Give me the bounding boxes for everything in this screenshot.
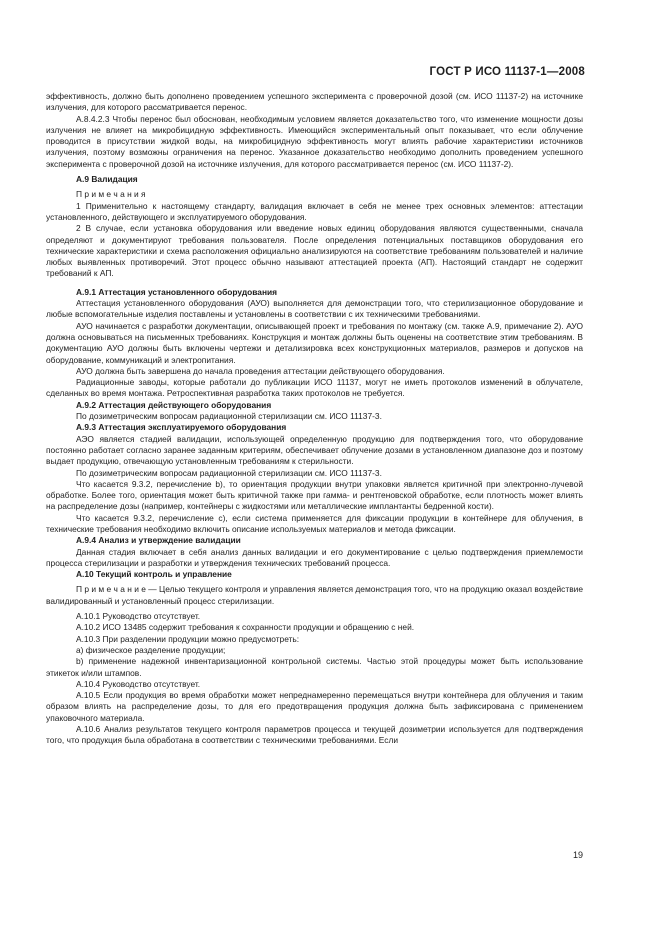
paragraph: Аттестация установленного оборудования (АУО) выполняется для демонстрации того, что стерилизационное оборудование и любые вспомогательные изделия поставлены и установлены в соответствии с их техническими требованиями.: [46, 298, 583, 320]
heading-a10: A.10 Текущий контроль и управление: [76, 569, 232, 580]
note-a10: [46, 584, 583, 607]
paragraph-a101: A.10.1 Руководство отсутствует.: [76, 611, 201, 622]
heading-a92: A.9.2 Аттестация действующего оборудования: [76, 399, 272, 410]
paragraph: Что касается 9.3.2, перечисление c), если система применяется для фиксации продукции в контейнере для облучения, в технические требования необходимо включить описание используемых материалов и метода фиксации.: [46, 512, 583, 534]
paragraph: АЭО является стадией валидации, использующей определенную продукцию для подтверждения того, что оборудование постоянно работает согласно заранее заданным критериям, обеспечивает облучение дозами в установленном диапазоне доз и поэтому выдает продукцию, отвечающую установленным требованиям к стерильности.: [46, 433, 583, 467]
paragraph: АУО начинается с разработки документации, описывающей проект и требования по монтажу (см. также А.9, примечание 2). АУО должна основываться на письменных требованиях. Конструкция и монтаж должны быть оценены на соответствие этим требованиям. В документацию АУО должны быть включены чертежи и детализировка всех конструкционных материалов, размеров и допусков на оборудование, коммуникаций и электропитания.: [46, 320, 583, 365]
paragraph-a103: A.10.3 При разделении продукции можно предусмотреть:: [76, 633, 300, 644]
note-1: 1 Применительно к настоящему стандарту, валидация включает в себя не менее трех основных элементов: аттестации установленного, действующего и эксплуатируемого оборудования.: [46, 200, 583, 222]
document-header: ГОСТ Р ИСО 11137-1—2008: [429, 66, 585, 78]
paragraph: Что касается 9.3.2, перечисление b), то ориентация продукции внутри упаковки является критичной при электронно-лучевой обработке. Более того, ориентация может быть критичной также при гамма- и рентгеновской обработке, если плотность может влиять на распределение дозы (например, контейнеры с жидкостями или металлические имплантанты бедренной кости).: [46, 478, 583, 512]
note-label: П р и м е ч а н и я: [76, 189, 146, 200]
paragraph: Данная стадия включает в себя анализ данных валидации и его документирование с целью подтверждения приемлемости процесса стерилизации и разработки и утверждения технических требований процесса.: [46, 546, 583, 568]
paragraph: АУО должна быть завершена до начала проведения аттестации действующего оборудования.: [76, 365, 445, 376]
note-a10-text: — Целью текущего контроля и управления является демонстрация того, что на продукцию оказал воздействие валидированный и установленный процесс стерилизации.: [46, 584, 583, 606]
paragraph-a104: A.10.4 Руководство отсутствует.: [76, 678, 201, 689]
note-a10-label: П р и м е ч а н и е: [76, 584, 146, 595]
paragraph-a106: A.10.6 Анализ результатов текущего контроля параметров процесса и текущей дозиметрии используется для подтверждения того, что продукция была обработана в соответствии с техническими требованиями. Если: [46, 724, 583, 746]
paragraph-a8423: A.8.4.2.3 Чтобы перенос был обоснован, необходимым условием является доказательство того, что изменение мощности дозы излучения не влияет на микробицидную эффективность. Имеющийся экспериментальный опыт показывает, что если облучение проводится в присутствии жидкой воды, на микробицидную эффективность могут влиять рабочие характеристики источников излучения, поэтому возможны ограничения на перенос. Указанное доказательство необходимо дополнить проведением успешного эксперимента с проверочной дозой на источнике излучения, для которого рассматривается перенос (см. ИСО 11137-2).: [46, 113, 583, 169]
document-body: [46, 91, 583, 747]
list-item: a) физическое разделение продукции;: [76, 644, 226, 655]
paragraph: По дозиметрическим вопросам радиационной стерилизации см. ИСО 11137-3.: [76, 411, 382, 422]
note-2: 2 В случае, если установка оборудования или введение новых единиц оборудования являются существенными, сначала определяют и документируют требования пользователя. После определения потенциальных поставщиков оборудования его технические характеристики и схема расположения официально анализируются на соответствие требованиям пользователей и наличие любых выявленных противоречий. Этот процесс обычно называют аттестацией проекта (АП). Настоящий стандарт не содержит требований к АП.: [46, 223, 583, 279]
heading-a93: A.9.3 Аттестация эксплуатируемого оборудования: [76, 422, 287, 433]
paragraph-a105: A.10.5 Если продукция во время обработки может непреднамеренно перемещаться внутри контейнера для облучения и таким образом влиять на распределение дозы, то для его предотвращения продукция должна быть зафиксирована с применением упаковочного материала.: [46, 690, 583, 723]
heading-a91: A.9.1 Аттестация установленного оборудования: [76, 286, 278, 297]
paragraph: эффективность, должно быть дополнено проведением успешного эксперимента с проверочной дозой (см. ИСО 11137-2) на источнике излучения, для которого рассматривается перенос.: [46, 91, 583, 113]
heading-a94: A.9.4 Анализ и утверждение валидации: [76, 535, 241, 546]
paragraph: Радиационные заводы, которые работали до публикации ИСО 11137, могут не иметь протоколов изменений в облучателе, сделанных во время монтажа. Ретроспективная разработка таких протоколов не требуется.: [46, 377, 583, 399]
list-item: b) применение надежной инвентаризационной контрольной системы. Частью этой процедуры может быть использование этикеток и/или штампов.: [46, 656, 583, 678]
paragraph: По дозиметрическим вопросам радиационной стерилизации см. ИСО 11137-3.: [76, 467, 382, 478]
heading-a9: A.9 Валидация: [76, 174, 138, 185]
paragraph-a102: A.10.2 ИСО 13485 содержит требования к сохранности продукции и обращению с ней.: [76, 622, 415, 633]
page-number: 19: [572, 850, 583, 860]
